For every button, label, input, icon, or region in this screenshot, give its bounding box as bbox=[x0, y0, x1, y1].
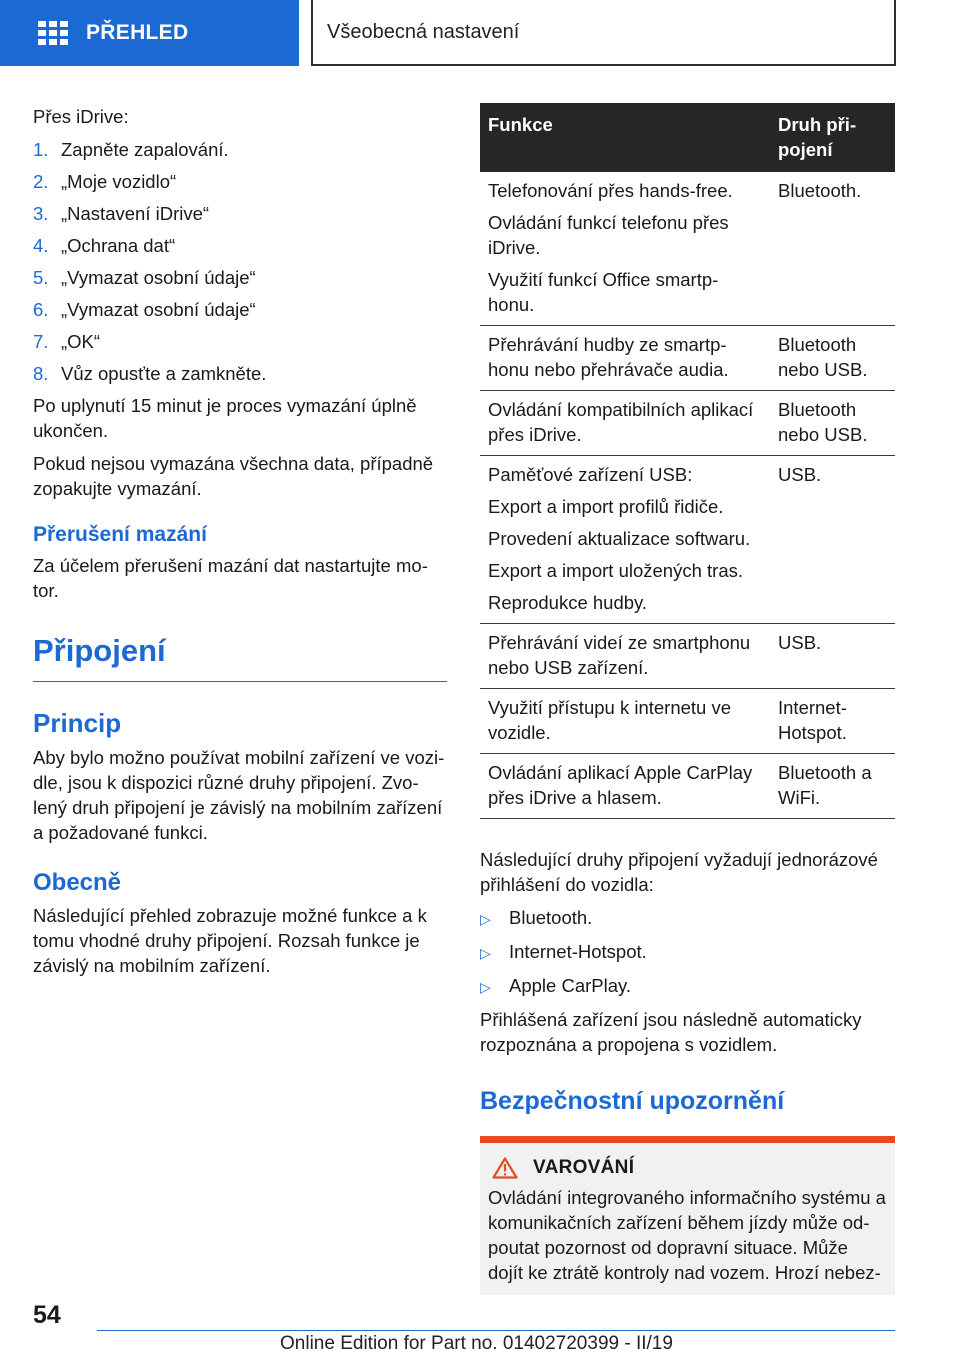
step-item bbox=[33, 169, 447, 194]
connection-cell: Bluetooth nebo USB. bbox=[770, 326, 895, 391]
step-number: 1. bbox=[33, 139, 49, 160]
function-line: Provedení aktualizace softwaru. bbox=[488, 528, 751, 549]
connection-cell: Bluetooth nebo USB. bbox=[770, 391, 895, 456]
connection-heading: Připojení bbox=[33, 633, 447, 682]
overview-tab[interactable] bbox=[0, 0, 299, 66]
function-line: Export a import profilů řidiče. bbox=[488, 496, 724, 517]
step-item bbox=[33, 137, 447, 162]
triangle-bullet-icon: ▷ bbox=[480, 945, 491, 961]
right-column bbox=[480, 103, 895, 1295]
table-header-row bbox=[480, 103, 895, 172]
overview-tab-label: PŘEHLED bbox=[86, 21, 189, 44]
step-number: 3. bbox=[33, 203, 49, 224]
column-header-connection: Druh při‐pojení bbox=[770, 103, 895, 172]
list-item-text: Apple CarPlay. bbox=[509, 975, 632, 996]
function-cell bbox=[480, 326, 770, 391]
warning-box bbox=[480, 1136, 895, 1295]
section-title: Všeobecná nastavení bbox=[327, 20, 520, 43]
interrupt-text: Za účelem přerušení mazání dat nastartujte mo‐tor. bbox=[33, 555, 428, 601]
general-heading: Obecně bbox=[33, 869, 122, 896]
step-number: 2. bbox=[33, 171, 49, 192]
safety-heading: Bezpečnostní upozornění bbox=[480, 1087, 785, 1115]
function-line: Export a import uložených tras. bbox=[488, 560, 743, 581]
step-item bbox=[33, 361, 447, 386]
function-line: Ovládání aplikací Apple CarPlay přes iDrive a hlasem. bbox=[488, 762, 753, 808]
table-row bbox=[480, 326, 895, 391]
interrupt-heading: Přerušení mazání bbox=[33, 523, 207, 546]
auto-recognition-text: Přihlášená zařízení jsou následně automaticky rozpoznána a propojena s vozidlem. bbox=[480, 1009, 862, 1055]
connection-cell: Bluetooth. bbox=[770, 172, 895, 326]
warning-text: Ovládání integrovaného informačního systému a komunikačních zařízení během jízdy může od‐poutat pozornost od dopravní situace. Může dojít ke ztrátě kontroly nad vozem. Hrozí nebez‐ bbox=[488, 1187, 886, 1283]
step-text: „Moje vozidlo“ bbox=[61, 171, 177, 192]
function-line: Telefonování přes hands-free. bbox=[488, 180, 733, 201]
page-number: 54 bbox=[33, 1301, 61, 1329]
table-row bbox=[480, 172, 895, 326]
function-cell bbox=[480, 172, 770, 326]
function-cell bbox=[480, 624, 770, 689]
step-text: „Vymazat osobní údaje“ bbox=[61, 299, 256, 320]
step-text: Zapněte zapalování. bbox=[61, 139, 229, 160]
deletion-duration-text: Po uplynutí 15 minut je proces vymazání úplně ukončen. bbox=[33, 395, 417, 441]
step-text: „OK“ bbox=[61, 331, 101, 352]
step-item bbox=[33, 233, 447, 258]
list-item bbox=[480, 939, 895, 966]
function-line: Paměťové zařízení USB: bbox=[488, 464, 693, 485]
edition-footer: Online Edition for Part no. 01402720399 - II/19 bbox=[280, 1333, 673, 1354]
deletion-steps-list bbox=[33, 137, 447, 386]
list-item bbox=[480, 905, 895, 932]
function-line: Reprodukce hudby. bbox=[488, 592, 648, 613]
step-number: 5. bbox=[33, 267, 49, 288]
repeat-deletion-text: Pokud nejsou vymazána všechna data, případně zopakujte vymazání. bbox=[33, 453, 434, 499]
connection-cell: Internet‐Hotspot. bbox=[770, 689, 895, 754]
warning-triangle-icon bbox=[492, 1157, 518, 1179]
function-cell bbox=[480, 391, 770, 456]
list-item bbox=[480, 973, 895, 1000]
connection-cell: USB. bbox=[770, 624, 895, 689]
table-row bbox=[480, 689, 895, 754]
column-header-function: Funkce bbox=[480, 103, 770, 172]
general-text: Následující přehled zobrazuje možné funkce a k tomu vhodné druhy připojení. Rozsah funkce je závislý na mobilním zařízení. bbox=[33, 905, 427, 976]
step-text: Vůz opusťte a zamkněte. bbox=[61, 363, 267, 384]
page-header bbox=[0, 0, 960, 66]
triangle-bullet-icon: ▷ bbox=[480, 979, 491, 995]
step-item bbox=[33, 297, 447, 322]
list-item-text: Internet-Hotspot. bbox=[509, 941, 647, 962]
connection-cell: USB. bbox=[770, 456, 895, 624]
step-text: „Ochrana dat“ bbox=[61, 235, 176, 256]
function-cell bbox=[480, 689, 770, 754]
connection-table bbox=[480, 103, 895, 819]
step-item bbox=[33, 265, 447, 290]
table-row bbox=[480, 624, 895, 689]
function-line: Využití funkcí Office smartp‐honu. bbox=[488, 269, 719, 315]
step-text: „Vymazat osobní údaje“ bbox=[61, 267, 256, 288]
footer-divider bbox=[97, 1330, 895, 1331]
function-line: Přehrávání videí ze smartphonu nebo USB zařízení. bbox=[488, 632, 751, 678]
registration-intro: Následující druhy připojení vyžadují jednorázové přihlášení do vozidla: bbox=[480, 849, 878, 895]
step-number: 8. bbox=[33, 363, 49, 384]
table-row bbox=[480, 456, 895, 624]
step-item bbox=[33, 201, 447, 226]
table-row bbox=[480, 754, 895, 819]
function-cell bbox=[480, 456, 770, 624]
function-line: Ovládání funkcí telefonu přes iDrive. bbox=[488, 212, 729, 258]
step-number: 4. bbox=[33, 235, 49, 256]
step-text: „Nastavení iDrive“ bbox=[61, 203, 210, 224]
step-number: 7. bbox=[33, 331, 49, 352]
table-row bbox=[480, 391, 895, 456]
warning-header bbox=[492, 1157, 887, 1179]
function-line: Přehrávání hudby ze smartp‐honu nebo přehrávače audia. bbox=[488, 334, 729, 380]
idrive-intro: Přes iDrive: bbox=[33, 106, 129, 127]
function-cell bbox=[480, 754, 770, 819]
step-item bbox=[33, 329, 447, 354]
function-line: Využití přístupu k internetu ve vozidle. bbox=[488, 697, 732, 743]
connection-cell: Bluetooth a WiFi. bbox=[770, 754, 895, 819]
section-title-tab bbox=[311, 0, 896, 66]
triangle-bullet-icon: ▷ bbox=[480, 911, 491, 927]
left-column bbox=[33, 104, 447, 986]
step-number: 6. bbox=[33, 299, 49, 320]
warning-title: VAROVÁNÍ bbox=[533, 1157, 635, 1178]
grid-icon bbox=[38, 21, 68, 45]
function-line: Ovládání kompatibilních aplikací přes iDrive. bbox=[488, 399, 754, 445]
principle-heading: Princip bbox=[33, 708, 122, 738]
registration-list bbox=[480, 905, 895, 1000]
principle-text: Aby bylo možno používat mobilní zařízení ve vozi‐dle, jsou k dispozici různé druhy připojení. Zvo‐lený druh připojení je závislý na mobilním zařízení a požadované funkci. bbox=[33, 747, 445, 843]
list-item-text: Bluetooth. bbox=[509, 907, 593, 928]
